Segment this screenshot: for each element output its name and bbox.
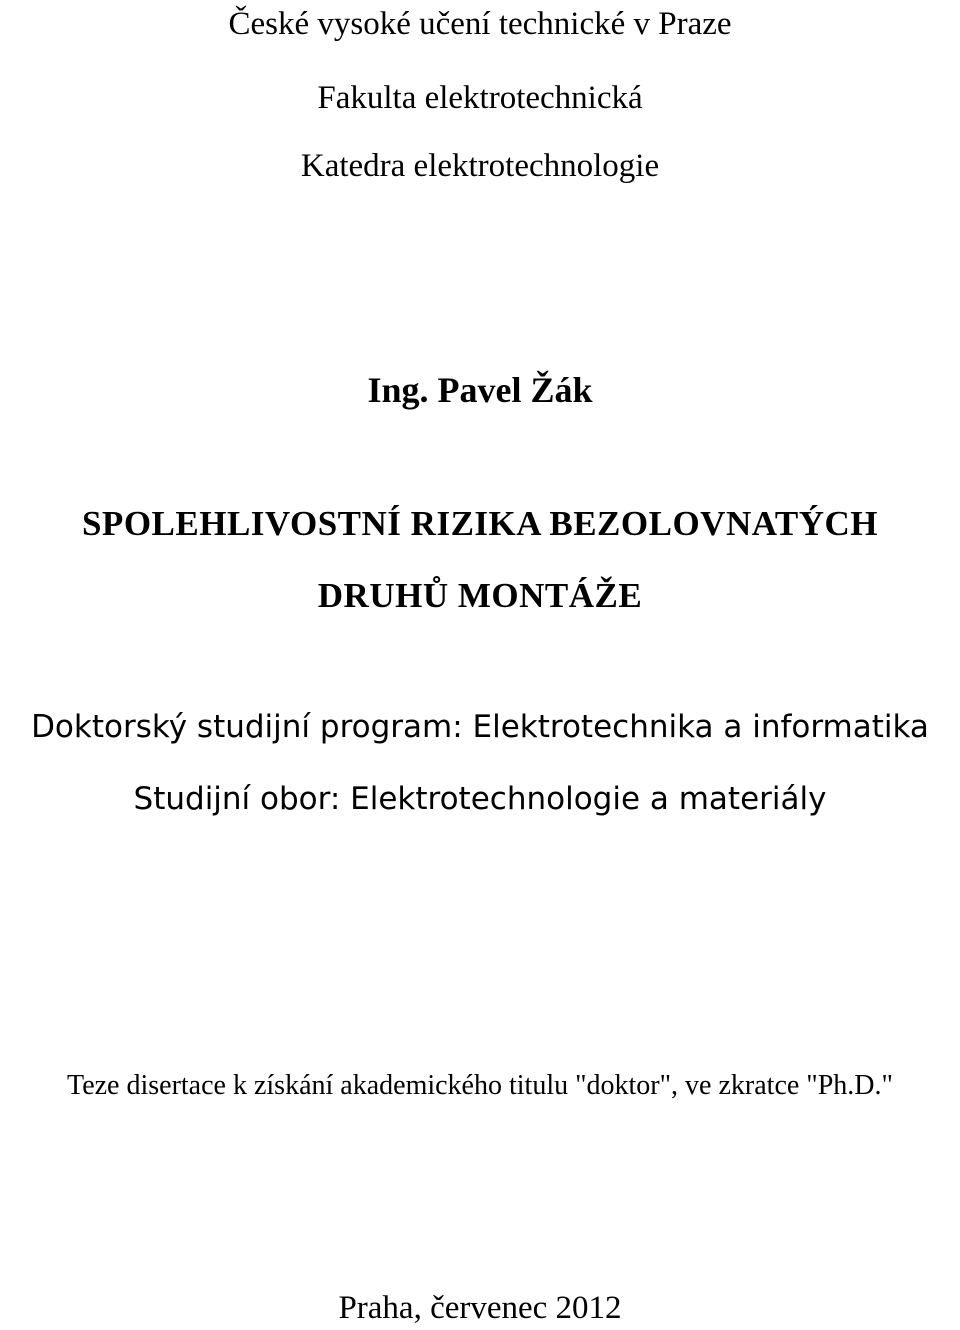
thesis-title-line-2: DRUHŮ MONTÁŽE bbox=[317, 576, 643, 615]
thesis-title-line-1: SPOLEHLIVOSTNÍ RIZIKA BEZOLOVNATÝCH bbox=[81, 504, 879, 543]
university-name: České vysoké učení technické v Praze bbox=[228, 6, 732, 42]
thesis-note: Teze disertace k získání akademického titulu "doktor", ve zkratce "Ph.D." bbox=[67, 1070, 893, 1101]
study-field: Studijní obor: Elektrotechnologie a materiály bbox=[133, 781, 827, 817]
place-and-date: Praha, červenec 2012 bbox=[338, 1290, 622, 1326]
author-name: Ing. Pavel Žák bbox=[367, 370, 593, 410]
faculty-name: Fakulta elektrotechnická bbox=[317, 80, 643, 116]
department-name: Katedra elektrotechnologie bbox=[300, 148, 660, 184]
study-program: Doktorský studijní program: Elektrotechnika a informatika bbox=[31, 709, 929, 745]
